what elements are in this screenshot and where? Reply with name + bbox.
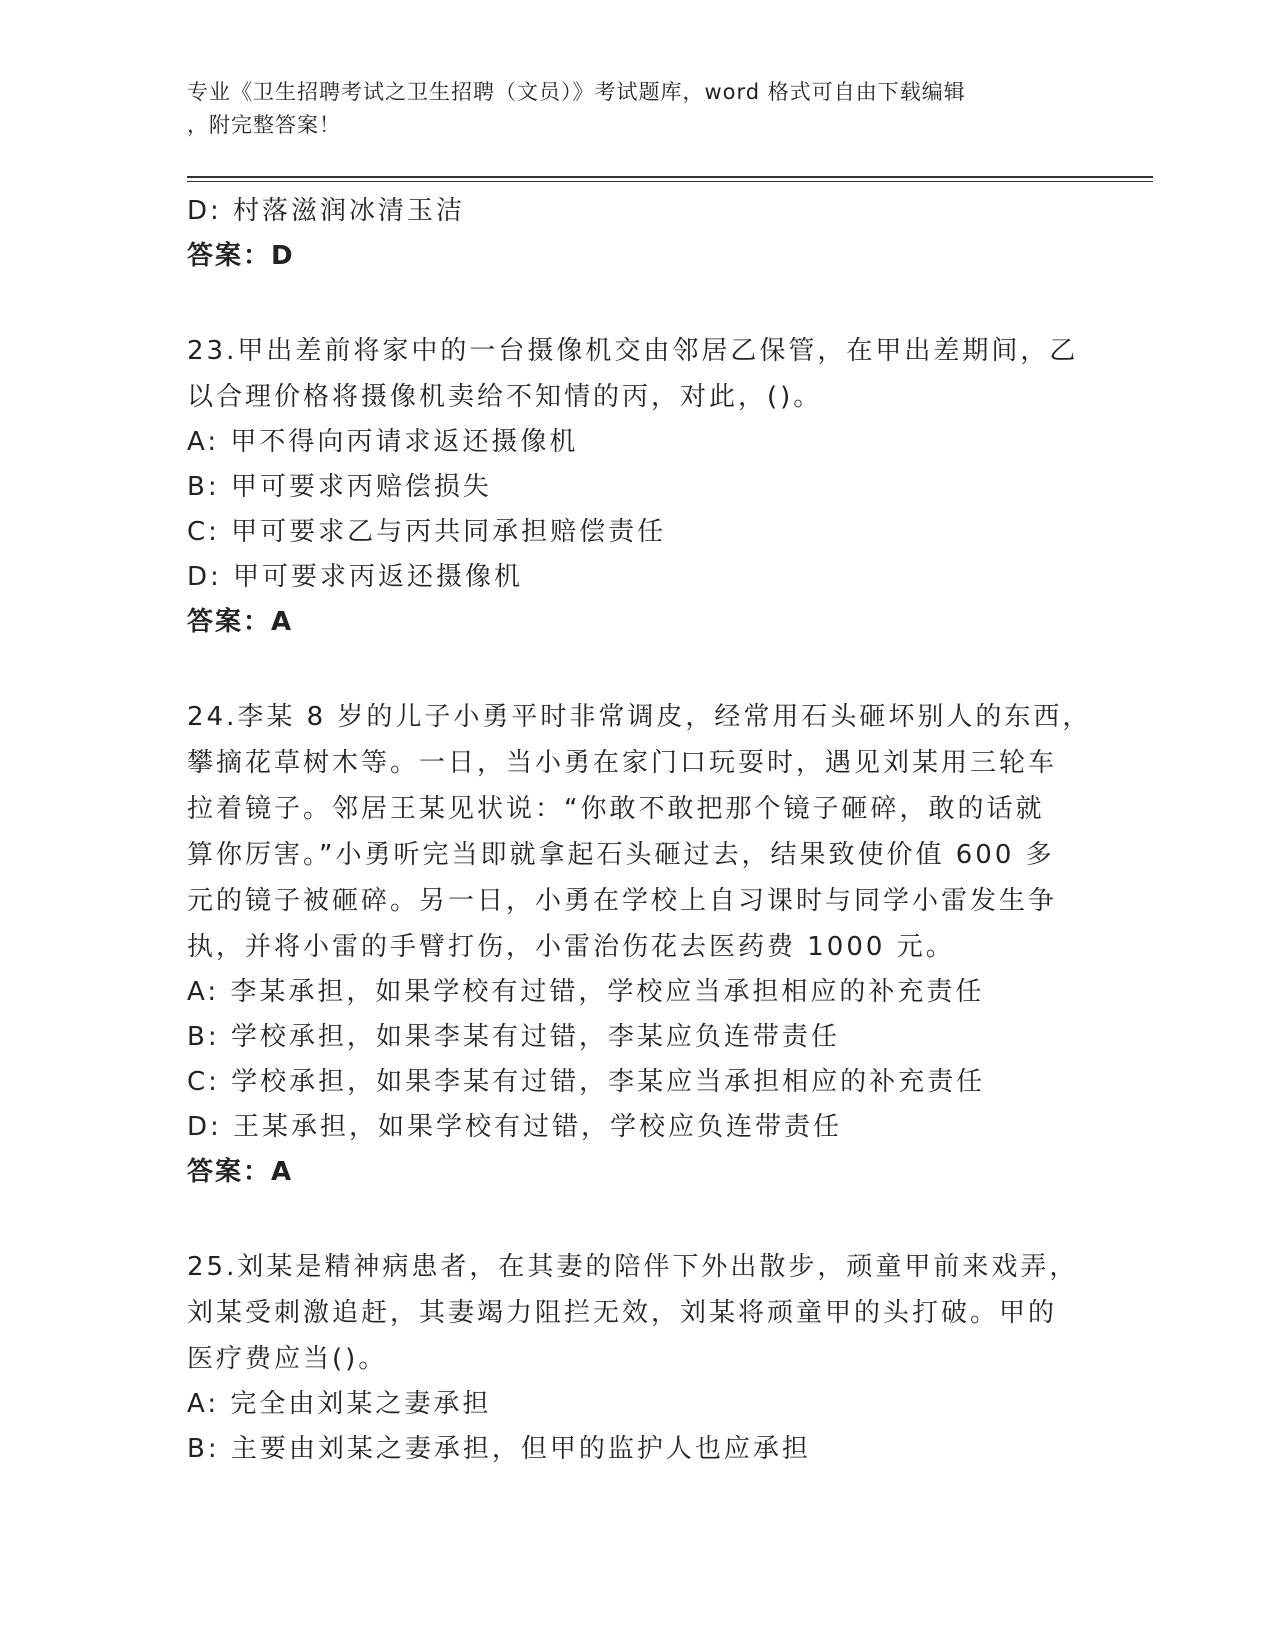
question-text-line: 医疗费应当()。 [187, 1344, 388, 1374]
spacer [187, 279, 1087, 328]
question-list [187, 189, 1092, 1472]
answer: 答案：A [187, 607, 294, 637]
question-text-line: 25.刘某是精神病患者，在其妻的陪伴下外出散步，顽童甲前来戏弄， [187, 1252, 1079, 1282]
question-text-line: 攀摘花草树木等。一日，当小勇在家门口玩耍时，遇见刘某用三轮车 [187, 748, 1058, 778]
header-divider-thick [187, 176, 1153, 178]
spacer [187, 1195, 1087, 1244]
page-header [187, 76, 1067, 142]
question-text-line: 元的镜子被砸碎。另一日，小勇在学校上自习课时与同学小雷发生争 [187, 886, 1058, 916]
spacer [187, 645, 1087, 694]
question-text-line: 23.甲出差前将家中的一台摄像机交由邻居乙保管，在甲出差期间，乙 [187, 336, 1079, 366]
header-title-line: 专业《卫生招聘考试之卫生招聘（文员）》考试题库，word 格式可自由下载编辑 [187, 80, 966, 104]
option-a: A: 甲不得向丙请求返还摄像机 [187, 427, 579, 457]
header-divider-thin [187, 181, 1153, 182]
option-d: D: 甲可要求丙返还摄像机 [187, 562, 524, 592]
option-a: A: 完全由刘某之妻承担 [187, 1389, 492, 1419]
question-23 [187, 328, 1087, 645]
option-b: B: 主要由刘某之妻承担，但甲的监护人也应承担 [187, 1434, 811, 1464]
option-c: C: 学校承担，如果李某有过错，李某应当承担相应的补充责任 [187, 1067, 986, 1097]
option-a: A: 李某承担，如果学校有过错，学校应当承担相应的补充责任 [187, 977, 985, 1007]
question-text-line: 刘某受刺激追赶，其妻竭力阻拦无效，刘某将顽童甲的头打破。甲的 [187, 1298, 1058, 1328]
header-title-continuation: ，附完整答案！ [187, 113, 341, 137]
question-22-tail [187, 189, 1087, 279]
option-d: D: 王某承担，如果学校有过错，学校应负连带责任 [187, 1112, 843, 1142]
question-text-line: 拉着镜子。邻居王某见状说：“你敢不敢把那个镜子砸碎，敢的话就 [187, 794, 1045, 824]
option-c: C: 甲可要求乙与丙共同承担赔偿责任 [187, 517, 667, 547]
question-text-line: 算你厉害。”小勇听完当即就拿起石头砸过去，结果致使价值 600 多 [187, 840, 1055, 870]
option-b: B: 学校承担，如果李某有过错，李某应负连带责任 [187, 1022, 840, 1052]
question-25 [187, 1244, 1087, 1472]
question-text-line: 24.李某 8 岁的儿子小勇平时非常调皮，经常用石头砸坏别人的东西， [187, 702, 1092, 732]
question-text-line: 执，并将小雷的手臂打伤，小雷治伤花去医药费 1000 元。 [187, 932, 955, 962]
answer: 答案：D [187, 241, 295, 271]
question-24 [187, 694, 1092, 1195]
option-b: B: 甲可要求丙赔偿损失 [187, 472, 492, 502]
option-d: D: 村落滋润冰清玉洁 [187, 196, 466, 226]
answer: 答案：A [187, 1157, 294, 1187]
question-text-line: 以合理价格将摄像机卖给不知情的丙，对此，()。 [187, 382, 823, 412]
